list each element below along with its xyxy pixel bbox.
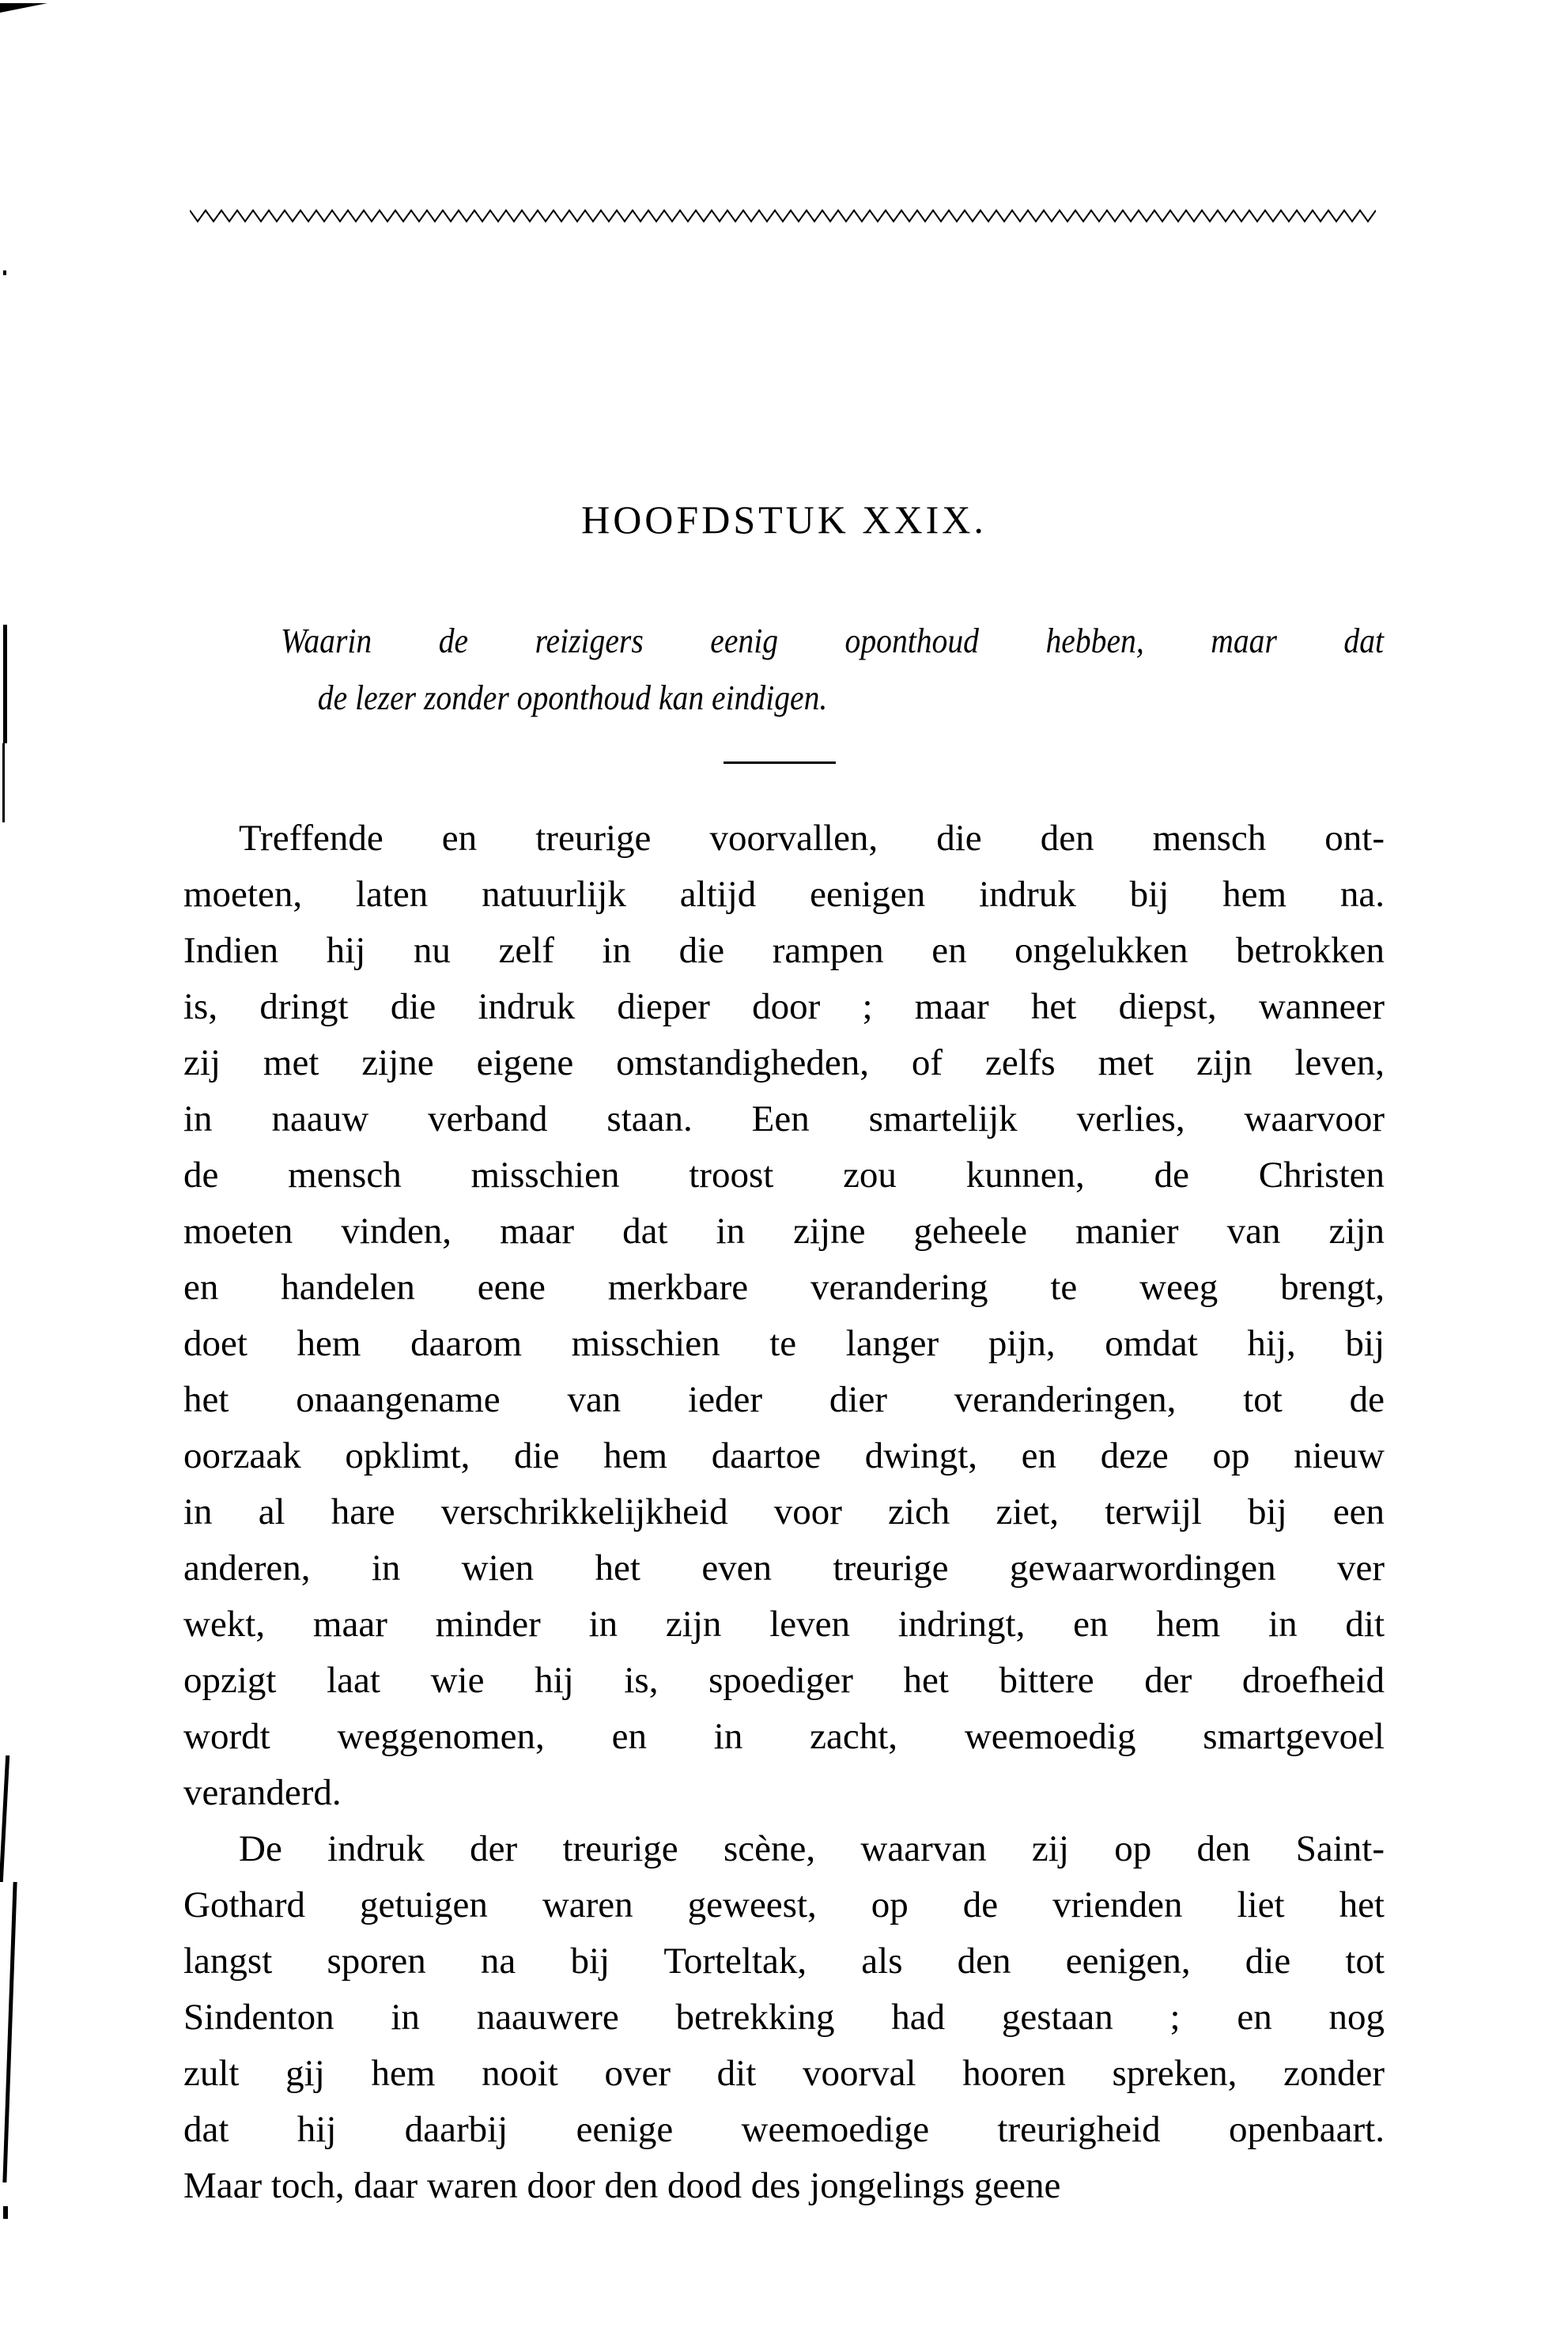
text-line bbox=[183, 1204, 1385, 1260]
text-line-content: zij met zijne eigene omstandigheden, of zelfs met zijn leven, bbox=[183, 1042, 1385, 1083]
text-line bbox=[183, 811, 1385, 867]
text-line bbox=[183, 2158, 1385, 2214]
text-line-content: moeten, laten natuurlijk altijd eenigen indruk bij hem na. bbox=[183, 874, 1385, 915]
text-line-content: wordt weggenomen, en in zacht, weemoedig smartgevoel bbox=[183, 1716, 1385, 1757]
text-line-content: in naauw verband staan. Een smartelijk verlies, waarvoor bbox=[183, 1098, 1385, 1139]
text-line-content: anderen, in wien het even treurige gewaarwordingen ver bbox=[183, 1548, 1385, 1589]
scan-margin-line bbox=[0, 1755, 9, 1882]
text-line-content: Maar toch, daar waren door den dood des jongelings geene bbox=[183, 2165, 1061, 2206]
text-line bbox=[183, 1933, 1385, 1990]
scan-speck bbox=[3, 270, 6, 275]
text-line bbox=[183, 1091, 1385, 1147]
text-line bbox=[183, 867, 1385, 923]
text-line-content: moeten vinden, maar dat in zijne geheele manier van zijn bbox=[183, 1211, 1385, 1252]
text-line bbox=[183, 1990, 1385, 2046]
text-line bbox=[183, 923, 1385, 979]
text-line bbox=[183, 1484, 1385, 1540]
scan-margin-line bbox=[2, 743, 5, 822]
scan-margin-line bbox=[3, 625, 7, 743]
subtitle-line: Waarin de reizigers eenig oponthoud hebben, maar dat bbox=[281, 622, 1384, 660]
text-line-content: Treffende en treurige voorvallen, die den mensch ont- bbox=[239, 818, 1385, 859]
text-line-content: en handelen eene merkbare verandering te weeg brengt, bbox=[183, 1267, 1385, 1308]
text-line bbox=[183, 1540, 1385, 1597]
scan-corner-mark bbox=[0, 3, 47, 13]
scan-margin-line bbox=[2, 1882, 17, 2182]
text-line bbox=[183, 1821, 1385, 1877]
text-line-content: Sindenton in naauwere betrekking had gestaan ; en nog bbox=[183, 1997, 1385, 2038]
chapter-subtitle bbox=[281, 613, 1384, 727]
text-line bbox=[183, 1316, 1385, 1372]
text-line-content: oorzaak opklimt, die hem daartoe dwingt, en deze op nieuw bbox=[183, 1435, 1385, 1476]
text-line bbox=[183, 1428, 1385, 1484]
decorative-zigzag-rule bbox=[190, 207, 1376, 225]
text-line bbox=[183, 2102, 1385, 2158]
text-line-content: in al hare verschrikkelijkheid voor zich ziet, terwijl bij een bbox=[183, 1491, 1385, 1532]
text-line bbox=[183, 1653, 1385, 1709]
text-line-content: veranderd. bbox=[183, 1772, 342, 1813]
subtitle-line: de lezer zonder oponthoud kan eindigen. bbox=[317, 678, 828, 717]
text-line bbox=[183, 1877, 1385, 1933]
text-line-content: het onaangename van ieder dier veranderingen, tot de bbox=[183, 1379, 1385, 1420]
scan-margin-mark bbox=[3, 2206, 8, 2219]
text-line bbox=[183, 1597, 1385, 1653]
text-line-content: de mensch misschien troost zou kunnen, de Christen bbox=[183, 1154, 1385, 1196]
text-line-content: De indruk der treurige scène, waarvan zij op den Saint- bbox=[239, 1828, 1385, 1869]
text-line bbox=[183, 1260, 1385, 1316]
text-line-content: zult gij hem nooit over dit voorval hooren spreken, zonder bbox=[183, 2053, 1385, 2094]
text-line bbox=[183, 1035, 1385, 1091]
text-line-content: Indien hij nu zelf in die rampen en ongelukken betrokken bbox=[183, 930, 1385, 971]
text-line-content: opzigt laat wie hij is, spoediger het bittere der droefheid bbox=[183, 1660, 1385, 1701]
text-line-content: wekt, maar minder in zijn leven indringt, en hem in dit bbox=[183, 1604, 1385, 1645]
text-line-content: dat hij daarbij eenige weemoedige treurigheid openbaart. bbox=[183, 2109, 1385, 2150]
text-line bbox=[183, 2046, 1385, 2102]
text-line-content: is, dringt die indruk dieper door ; maar het diepst, wanneer bbox=[183, 986, 1385, 1027]
text-line bbox=[183, 1709, 1385, 1765]
text-line bbox=[183, 979, 1385, 1035]
text-line bbox=[183, 1765, 1385, 1821]
text-line-content: langst sporen na bij Torteltak, als den eenigen, die tot bbox=[183, 1941, 1385, 1982]
text-line bbox=[183, 1147, 1385, 1204]
text-line-content: Gothard getuigen waren geweest, op de vrienden liet het bbox=[183, 1884, 1385, 1925]
text-line-content: doet hem daarom misschien te langer pijn, omdat hij, bij bbox=[183, 1323, 1385, 1364]
text-line bbox=[183, 1372, 1385, 1428]
chapter-heading: HOOFDSTUK XXIX. bbox=[581, 497, 987, 542]
section-rule bbox=[724, 761, 836, 764]
body-text bbox=[183, 811, 1385, 2214]
